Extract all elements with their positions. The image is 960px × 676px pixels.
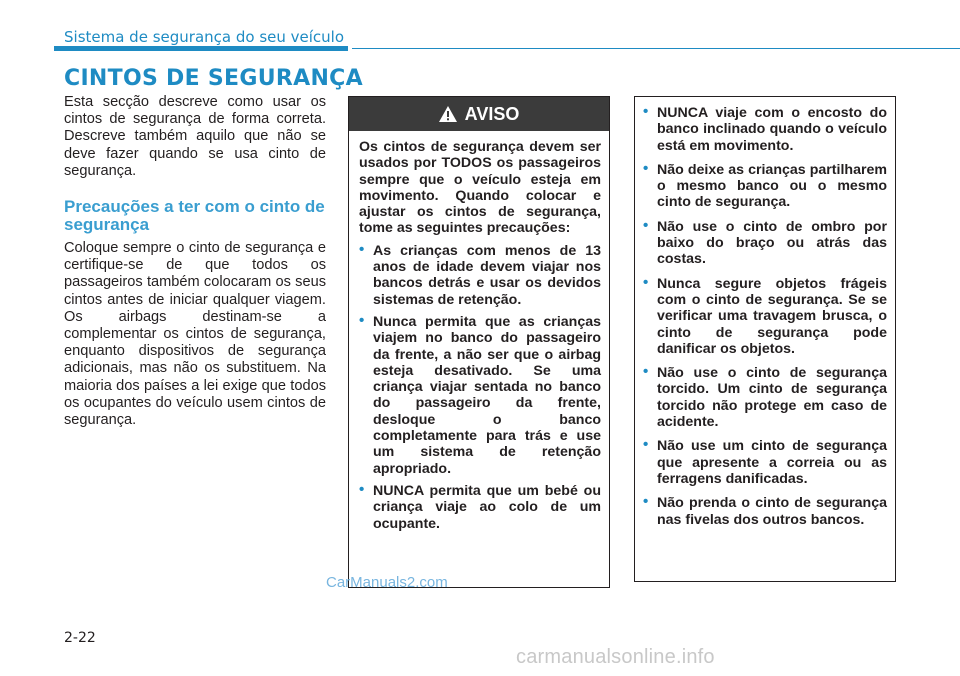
list-item: • Não use o cinto de segurança torcido. Um cinto de segurança torcido não protege em caso de acidente.	[643, 363, 887, 431]
bullet-icon: •	[359, 311, 365, 329]
intro-paragraph: Esta secção descreve como usar os cintos de segurança de forma correta. Descreve também aquilo que não se deve fazer quando se usa cinto de segurança.	[64, 94, 326, 179]
list-item: • Nunca segure objetos frágeis com o cinto de segurança. Se se verificar uma travagem brusca, o cinto de segurança pode danificar os objetos.	[643, 273, 887, 357]
section-header: Sistema de segurança do seu veículo	[64, 28, 345, 46]
list-item: • Não prenda o cinto de segurança nas fivelas dos outros bancos.	[643, 493, 887, 528]
warning-list	[359, 240, 601, 532]
bullet-icon: •	[643, 273, 649, 291]
warning-label: AVISO	[464, 103, 520, 124]
list-item: • NUNCA viaje com o encosto do banco inclinado quando o veículo está em movimento.	[643, 103, 887, 154]
bullet-icon: •	[643, 216, 649, 234]
bullet-icon: •	[643, 436, 649, 454]
list-item: • NUNCA permita que um bebé ou criança viaje ao colo de um ocupante.	[359, 480, 601, 532]
page-number: 2-22	[64, 630, 96, 646]
warning-body	[349, 131, 609, 532]
body-paragraph: Coloque sempre o cinto de segurança e certifique-se de que todos os passageiros também colocaram os seus cintos antes de iniciar qualquer viagem. Os airbags destinam-se a complementar os cintos de segurança, enquanto dispositivos de segurança adicionais, mas não os substituem. Na maioria dos países a lei exige que todos os ocupantes do veículo usem cintos de segurança.	[64, 240, 326, 429]
bullet-icon: •	[643, 103, 649, 120]
warning-continued-list	[643, 105, 887, 528]
list-item: • Não deixe as crianças partilharem o mesmo banco ou o mesmo cinto de segurança.	[643, 159, 887, 211]
warning-header	[349, 97, 609, 131]
warning-intro: Os cintos de segurança devem ser usados por TODOS os passageiros sempre que o veículo esteja em movimento. Quando colocar e ajustar os cintos de segurança, tome as seguintes precauções:	[359, 139, 601, 237]
page-title: CINTOS DE SEGURANÇA	[64, 66, 363, 91]
bullet-icon: •	[359, 240, 365, 258]
header-rule-thin	[352, 48, 960, 49]
watermark-link[interactable]: CarManuals2.com	[326, 574, 448, 591]
warning-triangle-icon	[439, 106, 457, 122]
bullet-icon: •	[359, 480, 365, 498]
header-rule	[54, 46, 348, 51]
list-item: • Não use o cinto de ombro por baixo do braço ou atrás das costas.	[643, 216, 887, 268]
bullet-icon: •	[643, 493, 649, 511]
list-item: • As crianças com menos de 13 anos de idade devem viajar nos bancos detrás e usar os devidos sistemas de retenção.	[359, 240, 601, 308]
list-item: • Nunca permita que as crianças viajem no banco do passageiro da frente, a não ser que o airbag esteja desativado. Se uma criança viajar sentada no banco do passageiro da frente, desloque o banco completamente para trás e use um sistema de retenção apropriado.	[359, 311, 601, 477]
warning-continued-box	[634, 96, 896, 582]
subheading: Precauções a ter com o cinto de segurança	[64, 197, 325, 235]
footer-watermark: carmanualsonline.info	[516, 646, 715, 668]
bullet-icon: •	[643, 363, 649, 381]
list-item: • Não use um cinto de segurança que apresente a correia ou as ferragens danificadas.	[643, 436, 887, 487]
bullet-icon: •	[643, 159, 649, 177]
warning-box	[348, 96, 610, 588]
left-column	[64, 94, 326, 429]
